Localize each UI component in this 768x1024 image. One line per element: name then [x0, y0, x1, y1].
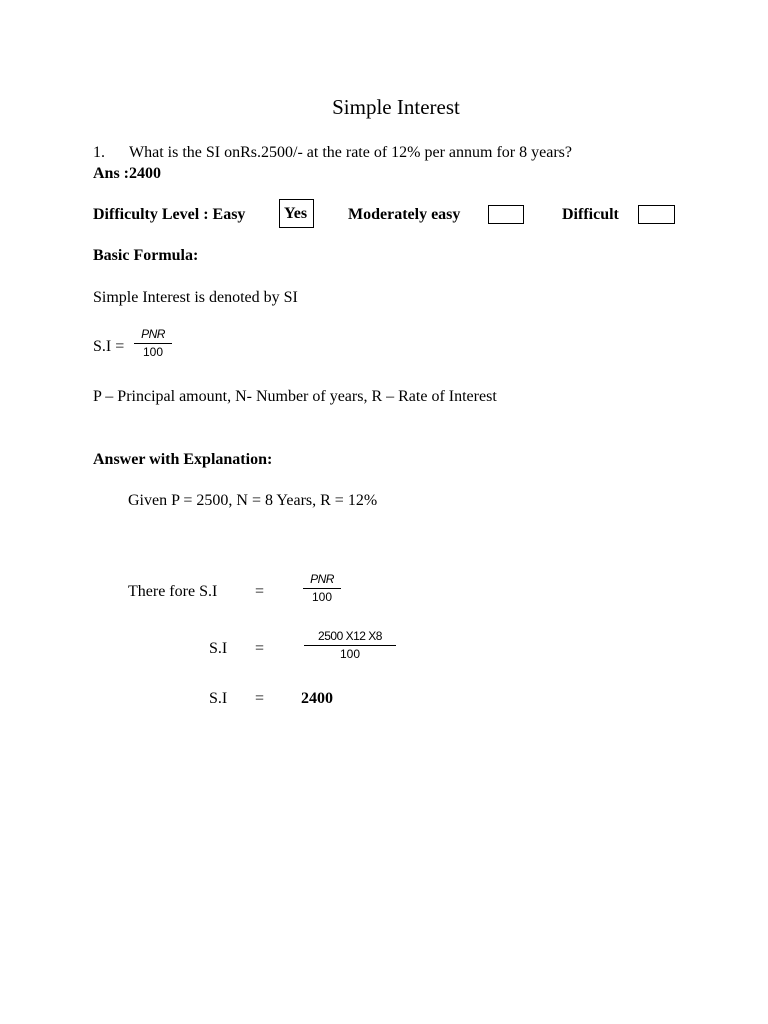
step2-denominator: 100 [339, 647, 361, 661]
step1-lhs: There fore S.I [128, 583, 218, 600]
easy-checkbox[interactable] [279, 199, 314, 228]
difficult-checkbox[interactable] [638, 205, 675, 224]
difficult-label: Difficult [562, 206, 619, 223]
step1-denominator: 100 [311, 590, 333, 604]
fraction-bar [134, 343, 172, 344]
explanation-heading: Answer with Explanation: [93, 451, 273, 468]
step2-equals: = [255, 640, 265, 657]
page-title: Simple Interest [332, 95, 460, 119]
step3-lhs: S.I [209, 690, 228, 707]
variable-legend: P – Principal amount, N- Number of years, R – Rate of Interest [93, 388, 497, 405]
step2-lhs: S.I [209, 640, 228, 657]
step1-fraction [303, 572, 341, 604]
step3-result: 2400 [301, 690, 333, 707]
question-text: What is the SI onRs.2500/- at the rate of 12% per annum for 8 years? [129, 144, 572, 161]
given-values: Given P = 2500, N = 8 Years, R = 12% [128, 492, 378, 509]
step2-numerator: 2500 X12 X8 [318, 629, 382, 643]
step1-numerator: PNR [310, 572, 334, 586]
step2-fraction [304, 629, 396, 661]
formula-denominator: 100 [142, 345, 164, 359]
formula-numerator: PNR [141, 327, 165, 341]
moderate-label: Moderately easy [348, 206, 461, 223]
easy-checkbox-value: Yes [284, 205, 308, 222]
moderate-checkbox[interactable] [488, 205, 524, 224]
step1-equals: = [255, 583, 265, 600]
question-number: 1. [93, 144, 105, 161]
si-denoted-text: Simple Interest is denoted by SI [93, 289, 298, 306]
basic-formula-heading: Basic Formula: [93, 247, 199, 264]
fraction-bar [303, 588, 341, 589]
fraction-bar [304, 645, 396, 646]
formula-fraction [134, 327, 172, 359]
step3-equals: = [255, 690, 265, 707]
formula-lhs: S.I = [93, 338, 125, 355]
difficulty-label: Difficulty Level : Easy [93, 206, 246, 223]
answer-text: Ans :2400 [93, 165, 162, 182]
